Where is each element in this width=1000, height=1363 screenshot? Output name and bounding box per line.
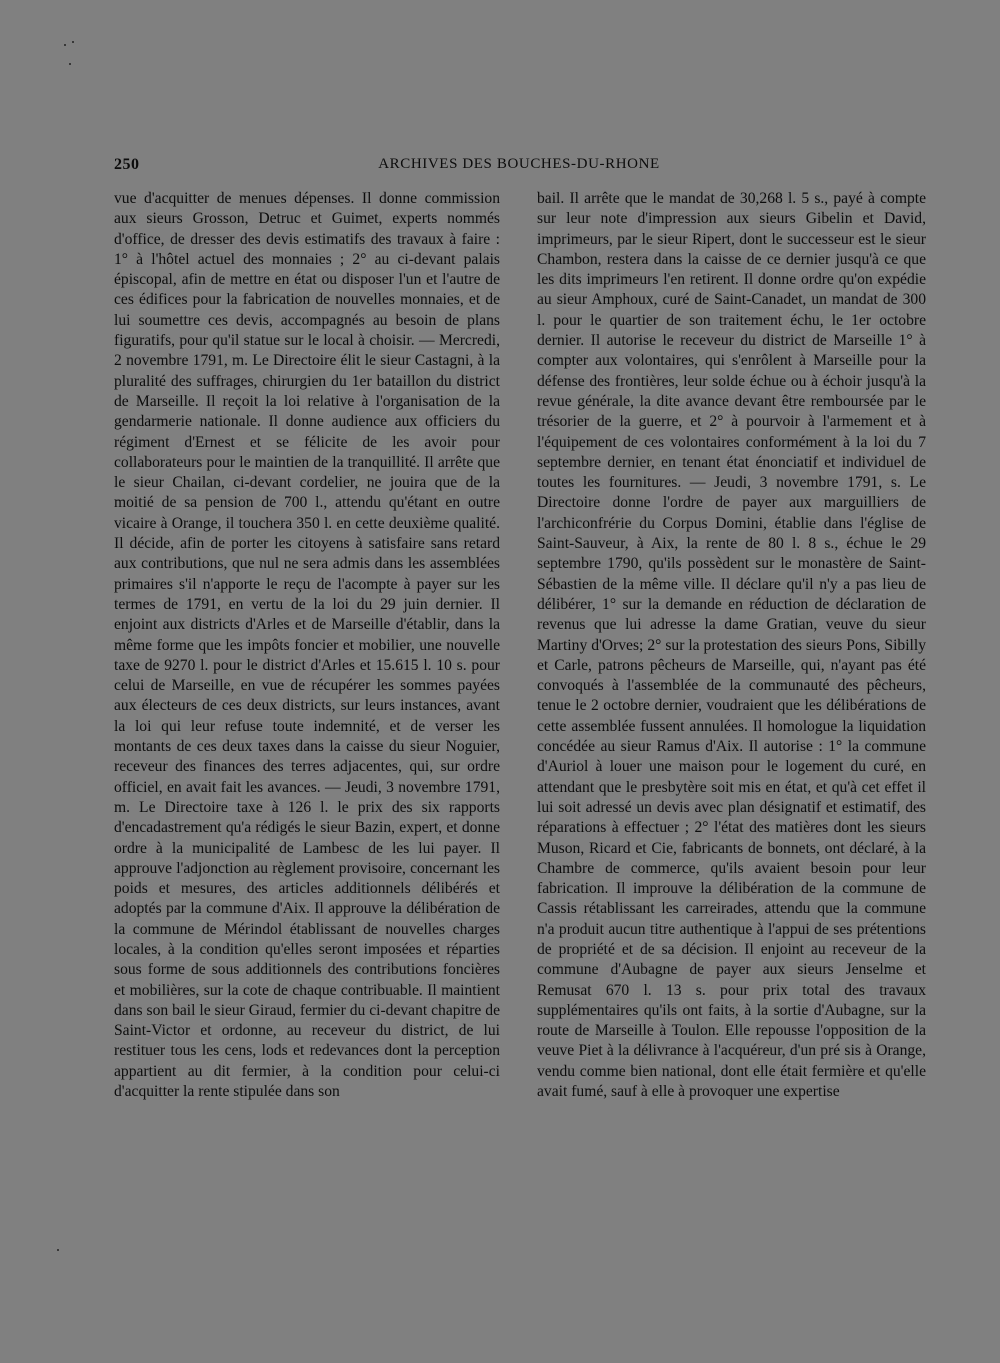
scan-speck [69, 63, 71, 65]
left-column [114, 189, 500, 1102]
right-column [537, 189, 926, 1102]
running-title: ARCHIVES DES BOUCHES-DU-RHONE [378, 156, 660, 172]
left-column-text: vue d'acquitter de menues dépenses. Il donne commission aux sieurs Grosson, Detruc et Guimet, experts nommés d'office, de dresser des devis estimatifs des travaux à faire : 1° à l'hôtel actuel des monnaies ; 2° au ci-devant palais épiscopal, afin de mettre en état ou disposer l'un et l'autre de ces édifices pour la fabrication de nouvelles monnaies, et de lui soumettre ces devis, accompagnés au besoin de plans figuratifs, pour qu'il statue sur le local à choisir. — Mercredi, 2 novembre 1791, m. Le Directoire élit le sieur Castagni, à la pluralité des suffrages, chirurgien du 1er bataillon du district de Marseille. Il reçoit la loi relative à l'organisation de la gendarmerie nationale. Il donne audience aux officiers du régiment d'Ernest et se félicite de les avoir pour collaborateurs pour le maintien de la tranquillité. Il arrête que le sieur Chailan, ci-devant cordelier, ne jouira que de la moitié de sa pension de 700 l., attendu qu'étant en outre vicaire à Orange, il touchera 350 l. en cette deuxième qualité. Il décide, afin de porter les citoyens à satisfaire sans retard aux contributions, que nul ne sera admis dans les assemblées primaires s'il n'apporte le reçu de l'acompte à payer sur les termes de 1791, en vertu de la loi du 29 juin dernier. Il enjoint aux districts d'Arles et de Marseille d'établir, dans la même forme que les impôts foncier et mobilier, une nouvelle taxe de 9270 l. pour le district d'Arles et 15.615 l. 10 s. pour celui de Marseille, en vue de récupérer les sommes payées aux électeurs de ces deux districts, sur leurs instances, avant la loi qui leur refuse toute indemnité, et de verser les montants de ces deux taxes dans la caisse du sieur Noguier, receveur des finances des terres adjacentes, qui, sur ordre officiel, en avait fait les avances. — Jeudi, 3 novembre 1791, m. Le Directoire taxe à 126 l. le prix des six rapports d'encadastrement qu'a rédigés le sieur Bazin, expert, et donne ordre à la municipalité de Lambesc de les lui payer. Il approuve l'adjonction au règlement provisoire, concernant les poids et mesures, des articles additionnels délibérés et adoptés par la commune d'Aix. Il approuve la délibération de la commune de Mérindol établissant de nouvelles charges locales, à la condition qu'elles seront imposées et réparties sous forme de sous additionnels des contributions foncières et mobilières, sur la cote de chaque contribuable. Il maintient dans son bail le sieur Giraud, fermier du ci-devant chapitre de Saint-Victor et ordonne, au receveur du district, de lui restituer tous les cens, lods et redevances dont la perception appartient au dit fermier, à la condition pour celui-ci d'acquitter la rente stipulée dans son [114, 190, 500, 1101]
right-column-text: bail. Il arrête que le mandat de 30,268 l. 5 s., payé à compte sur leur note d'impression aux sieurs Gibelin et David, imprimeurs, par le sieur Ripert, dont le successeur est le sieur Chambon, restera dans la caisse de ce dernier jusqu'à ce que les dits imprimeurs l'en retirent. Il donne ordre qu'on expédie au sieur Amphoux, curé de Saint-Canadet, un mandat de 300 l. pour le quartier de son traitement échu, le 1er octobre dernier. Il autorise le receveur du district de Marseille 1° à compter aux volontaires, qui s'enrôlent à Marseille pour la défense des frontières, leur solde échue ou à échoir jusqu'à la revue générale, la dite avance devant être remboursée par le trésorier de la guerre, et 2° à pourvoir à l'armement et à l'équipement de ces volontaires conformément à la loi du 7 septembre dernier, en tenant état énonciatif et individuel de toutes les fournitures. — Jeudi, 3 novembre 1791, s. Le Directoire donne l'ordre de payer aux marguilliers de l'archiconfrérie du Corpus Domini, établie dans l'église de Saint-Sauveur, à Aix, la rente de 80 l. 8 s., échue le 29 septembre 1790, qu'ils possèdent sur le monastère de Saint-Sébastien de la même ville. Il déclare qu'il n'y a pas lieu de délibérer, 1° sur la demande en réduction de déclaration de revenus que lui adresse la dame Gratian, veuve du sieur Martiny d'Orves; 2° sur la protestation des sieurs Pons, Sibilly et Carle, patrons pêcheurs de Marseille, qui, n'ayant pas été convoqués à l'assemblée de la communauté des pêcheurs, tenue le 2 octobre dernier, voudraient que les délibérations de cette assemblée fussent annulées. Il homologue la liquidation concédée au sieur Ramus d'Aix. Il autorise : 1° la commune d'Auriol à louer une maison pour le logement du curé, en attendant que le presbytère soit mis en état, et qu'à cet effet il lui soit adressé un devis avec plan désignatif et estimatif, des réparations à effectuer ; 2° l'état des matières dont les sieurs Muson, Ricard et Cie, fabricants de bonnets, ont déclaré, à la Chambre de commerce, qu'ils avaient besoin pour leur fabrication. Il improuve la délibération de la commune de Cassis rétablissant les carreirades, attendu que la commune n'a produit aucun titre authentique à l'appui de ses prétentions de propriété et de sa décision. Il enjoint au receveur de la commune d'Aubagne de payer aux sieurs Jenselme et Remusat 670 l. 13 s. pour prix total des travaux supplémentaires qu'ils ont faits, à la sortie d'Aubagne, sur la route de Marseille à Toulon. Elle repousse l'opposition de la veuve Piet à la délivrance à l'acquéreur, d'un pré sis à Orange, vendu comme bien national, dont elle était fermière et qu'elle avait fumé, sauf à elle à provoquer une expertise [537, 190, 926, 1101]
page-number: 250 [114, 156, 140, 173]
scan-speck [57, 1249, 59, 1251]
scan-speck [72, 41, 74, 43]
scan-speck [64, 44, 66, 46]
page-header [114, 156, 924, 180]
